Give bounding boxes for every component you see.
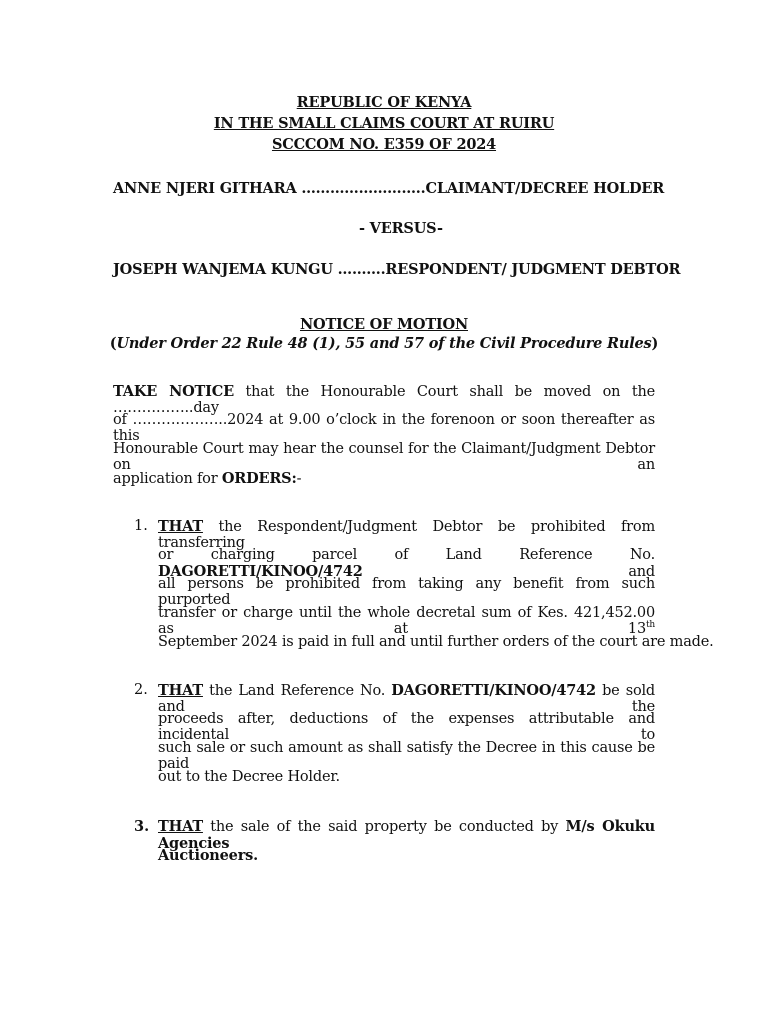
order-1-line-5: September 2024 is paid in full and until further orders of the court are made. bbox=[158, 634, 714, 650]
order-3-line-2: Auctioneers. bbox=[158, 847, 258, 864]
order-2-line-3: such sale or such amount as shall satisfy the Decree in this cause be paid bbox=[158, 740, 655, 772]
header-court: IN THE SMALL CLAIMS COURT AT RUIRU bbox=[213, 115, 555, 132]
take-notice-label: TAKE NOTICE bbox=[113, 383, 234, 400]
order-number: 2. bbox=[134, 682, 148, 698]
order-2-line-1: THAT the Land Reference No. DAGORETTI/KINOO/4742 be sold and the bbox=[158, 682, 655, 715]
order-1-line-2: or charging parcel of Land Reference No. DAGORETTI/KINOO/4742 and bbox=[158, 547, 655, 580]
notice-line-1: TAKE NOTICE that the Honourable Court shall be moved on the ……………..day bbox=[113, 383, 655, 416]
order-2-line-4: out to the Decree Holder. bbox=[158, 769, 340, 785]
claimant-line bbox=[113, 180, 665, 197]
respondent-line bbox=[113, 261, 681, 278]
order-2-line-2: proceeds after, deductions of the expenses attributable and incidental to bbox=[158, 711, 655, 743]
claimant-name: ANNE NJERI GITHARA bbox=[113, 180, 297, 197]
motion-title: NOTICE OF MOTION bbox=[299, 316, 468, 333]
order-number: 1. bbox=[134, 518, 148, 534]
versus-label: - VERSUS- bbox=[359, 220, 443, 237]
respondent-dots: ………. bbox=[337, 261, 386, 278]
notice-line-4: application for ORDERS:- bbox=[113, 470, 302, 487]
notice-line-2: of ………………..2024 at 9.00 o’clock in the forenoon or soon thereafter as this bbox=[113, 412, 655, 444]
order-1-line-4: transfer or charge until the whole decretal sum of Kes. 421,452.00 as at 13th bbox=[158, 605, 655, 637]
order-1-line-1: THAT the Respondent/Judgment Debtor be prohibited from transferring bbox=[158, 518, 655, 551]
order-number: 3. bbox=[134, 818, 150, 835]
claimant-role: CLAIMANT/DECREE HOLDER bbox=[425, 180, 665, 197]
respondent-name: JOSEPH WANJEMA KUNGU bbox=[113, 261, 333, 278]
notice-line-3: Honourable Court may hear the counsel for the Claimant/Judgment Debtor on an bbox=[113, 441, 655, 473]
header-case-number: SCCCOM NO. E359 OF 2024 bbox=[271, 136, 497, 153]
order-1-line-3: all persons be prohibited from taking any benefit from such purported bbox=[158, 576, 655, 608]
header-country: REPUBLIC OF KENYA bbox=[296, 94, 472, 111]
order-3-line-1: THAT the sale of the said property be conducted by M/s Okuku Agencies bbox=[158, 818, 655, 852]
motion-subtitle: (Under Order 22 Rule 48 (1), 55 and 57 of the Civil Procedure Rules) bbox=[109, 335, 659, 352]
respondent-role: RESPONDENT/ JUDGMENT DEBTOR bbox=[385, 261, 681, 278]
claimant-dots: …………………….. bbox=[301, 180, 426, 197]
